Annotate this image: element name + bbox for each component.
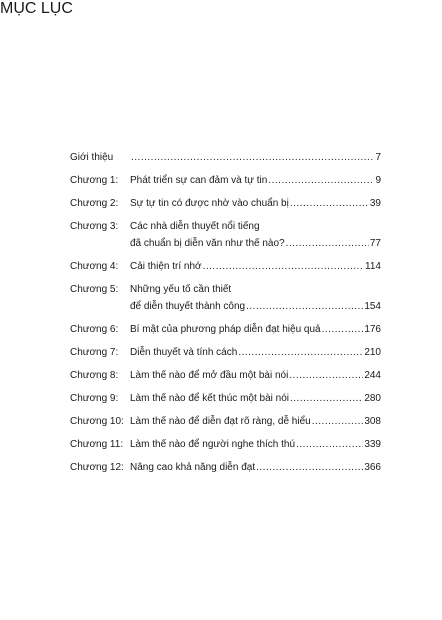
toc-page-number: 308 [364, 416, 381, 427]
dot-leader [290, 197, 369, 210]
toc-entry-title-line-2: đã chuẩn bị diễn văn như thế nào? [130, 238, 285, 249]
toc-entry-chapter-6[interactable] [70, 323, 381, 336]
toc-page-number: 244 [364, 370, 381, 381]
dot-leader [238, 346, 363, 359]
dot-leader [256, 461, 363, 474]
toc-page-number: 210 [364, 347, 381, 358]
toc-page-number: 366 [364, 462, 381, 473]
toc-entry-chapter-3[interactable] [70, 220, 381, 250]
toc-page-number: 154 [364, 301, 381, 312]
page-title: MỤC LỤC [0, 0, 73, 17]
toc-entry-chapter-11[interactable] [70, 438, 381, 451]
toc-page-number: 339 [364, 439, 381, 450]
toc-entry-title: Phát triển sự can đảm và tự tin [130, 175, 268, 186]
toc-entry-chapter-7[interactable] [70, 346, 381, 359]
dot-leader [203, 260, 364, 273]
toc-entry-chapter-4[interactable] [70, 260, 381, 273]
toc-entry-label: Chương 1: [70, 175, 119, 186]
toc-page-number: 280 [364, 393, 381, 404]
table-of-contents [70, 151, 381, 474]
toc-entry-label: Chương 7: [70, 347, 119, 358]
toc-entry-title: Làm thế nào để diễn đạt rõ ràng, dễ hiểu [130, 416, 311, 427]
toc-entry-title: Làm thế nào để kết thúc một bài nói [130, 393, 289, 404]
toc-entry-label: Chương 8: [70, 370, 119, 381]
toc-entry-title: Sự tự tin có được nhờ vào chuẩn bị [130, 198, 289, 209]
toc-entry-label: Chương 12: [70, 462, 124, 473]
toc-entry-chapter-5[interactable] [70, 283, 381, 313]
dot-leader [290, 392, 363, 405]
toc-entry-title: Diễn thuyết và tính cách [130, 347, 238, 358]
toc-entry-label: Giới thiệu [70, 152, 114, 163]
toc-entry-title: Cải thiện trí nhớ [130, 261, 202, 272]
toc-entry-title-line-1: Những yếu tố cần thiết [130, 284, 232, 295]
toc-page-number: 176 [364, 324, 381, 335]
dot-leader [246, 300, 363, 313]
toc-page-number: 114 [365, 261, 381, 272]
dot-leader [312, 415, 364, 428]
toc-entry-label: Chương 6: [70, 324, 119, 335]
toc-entry-chapter-8[interactable] [70, 369, 381, 382]
toc-entry-intro[interactable] [70, 151, 381, 164]
toc-entry-label: Chương 2: [70, 198, 119, 209]
toc-page-number: 39 [369, 198, 381, 209]
dot-leader [289, 369, 363, 382]
dot-leader [268, 174, 374, 187]
toc-entry-chapter-12[interactable] [70, 461, 381, 474]
dot-leader [296, 438, 363, 451]
toc-page-number: 9 [375, 175, 381, 186]
toc-entry-chapter-1[interactable] [70, 174, 381, 187]
dot-leader [131, 151, 374, 164]
toc-entry-title: Bí mật của phương pháp diễn đạt hiệu quả [130, 324, 321, 335]
toc-entry-label: Chương 3: [70, 221, 119, 232]
toc-entry-title-line-1: Các nhà diễn thuyết nổi tiếng [130, 221, 260, 232]
toc-entry-title: Làm thế nào để mở đầu một bài nói [130, 370, 289, 381]
toc-entry-chapter-9[interactable] [70, 392, 381, 405]
toc-entry-label: Chương 10: [70, 416, 124, 427]
toc-entry-chapter-2[interactable] [70, 197, 381, 210]
toc-entry-label: Chương 4: [70, 261, 119, 272]
toc-entry-title: Làm thế nào để người nghe thích thú [130, 439, 296, 450]
toc-entry-label: Chương 11: [70, 439, 124, 450]
toc-entry-chapter-10[interactable] [70, 415, 381, 428]
toc-page-number: 7 [375, 152, 381, 163]
dot-leader [322, 323, 364, 336]
dot-leader [286, 237, 369, 250]
toc-entry-title: Nâng cao khả năng diễn đạt [130, 462, 256, 473]
toc-entry-title-line-2: để diễn thuyết thành công [130, 301, 246, 312]
toc-entry-label: Chương 9: [70, 393, 119, 404]
toc-entry-label: Chương 5: [70, 284, 119, 295]
toc-page-number: 77 [369, 238, 381, 249]
